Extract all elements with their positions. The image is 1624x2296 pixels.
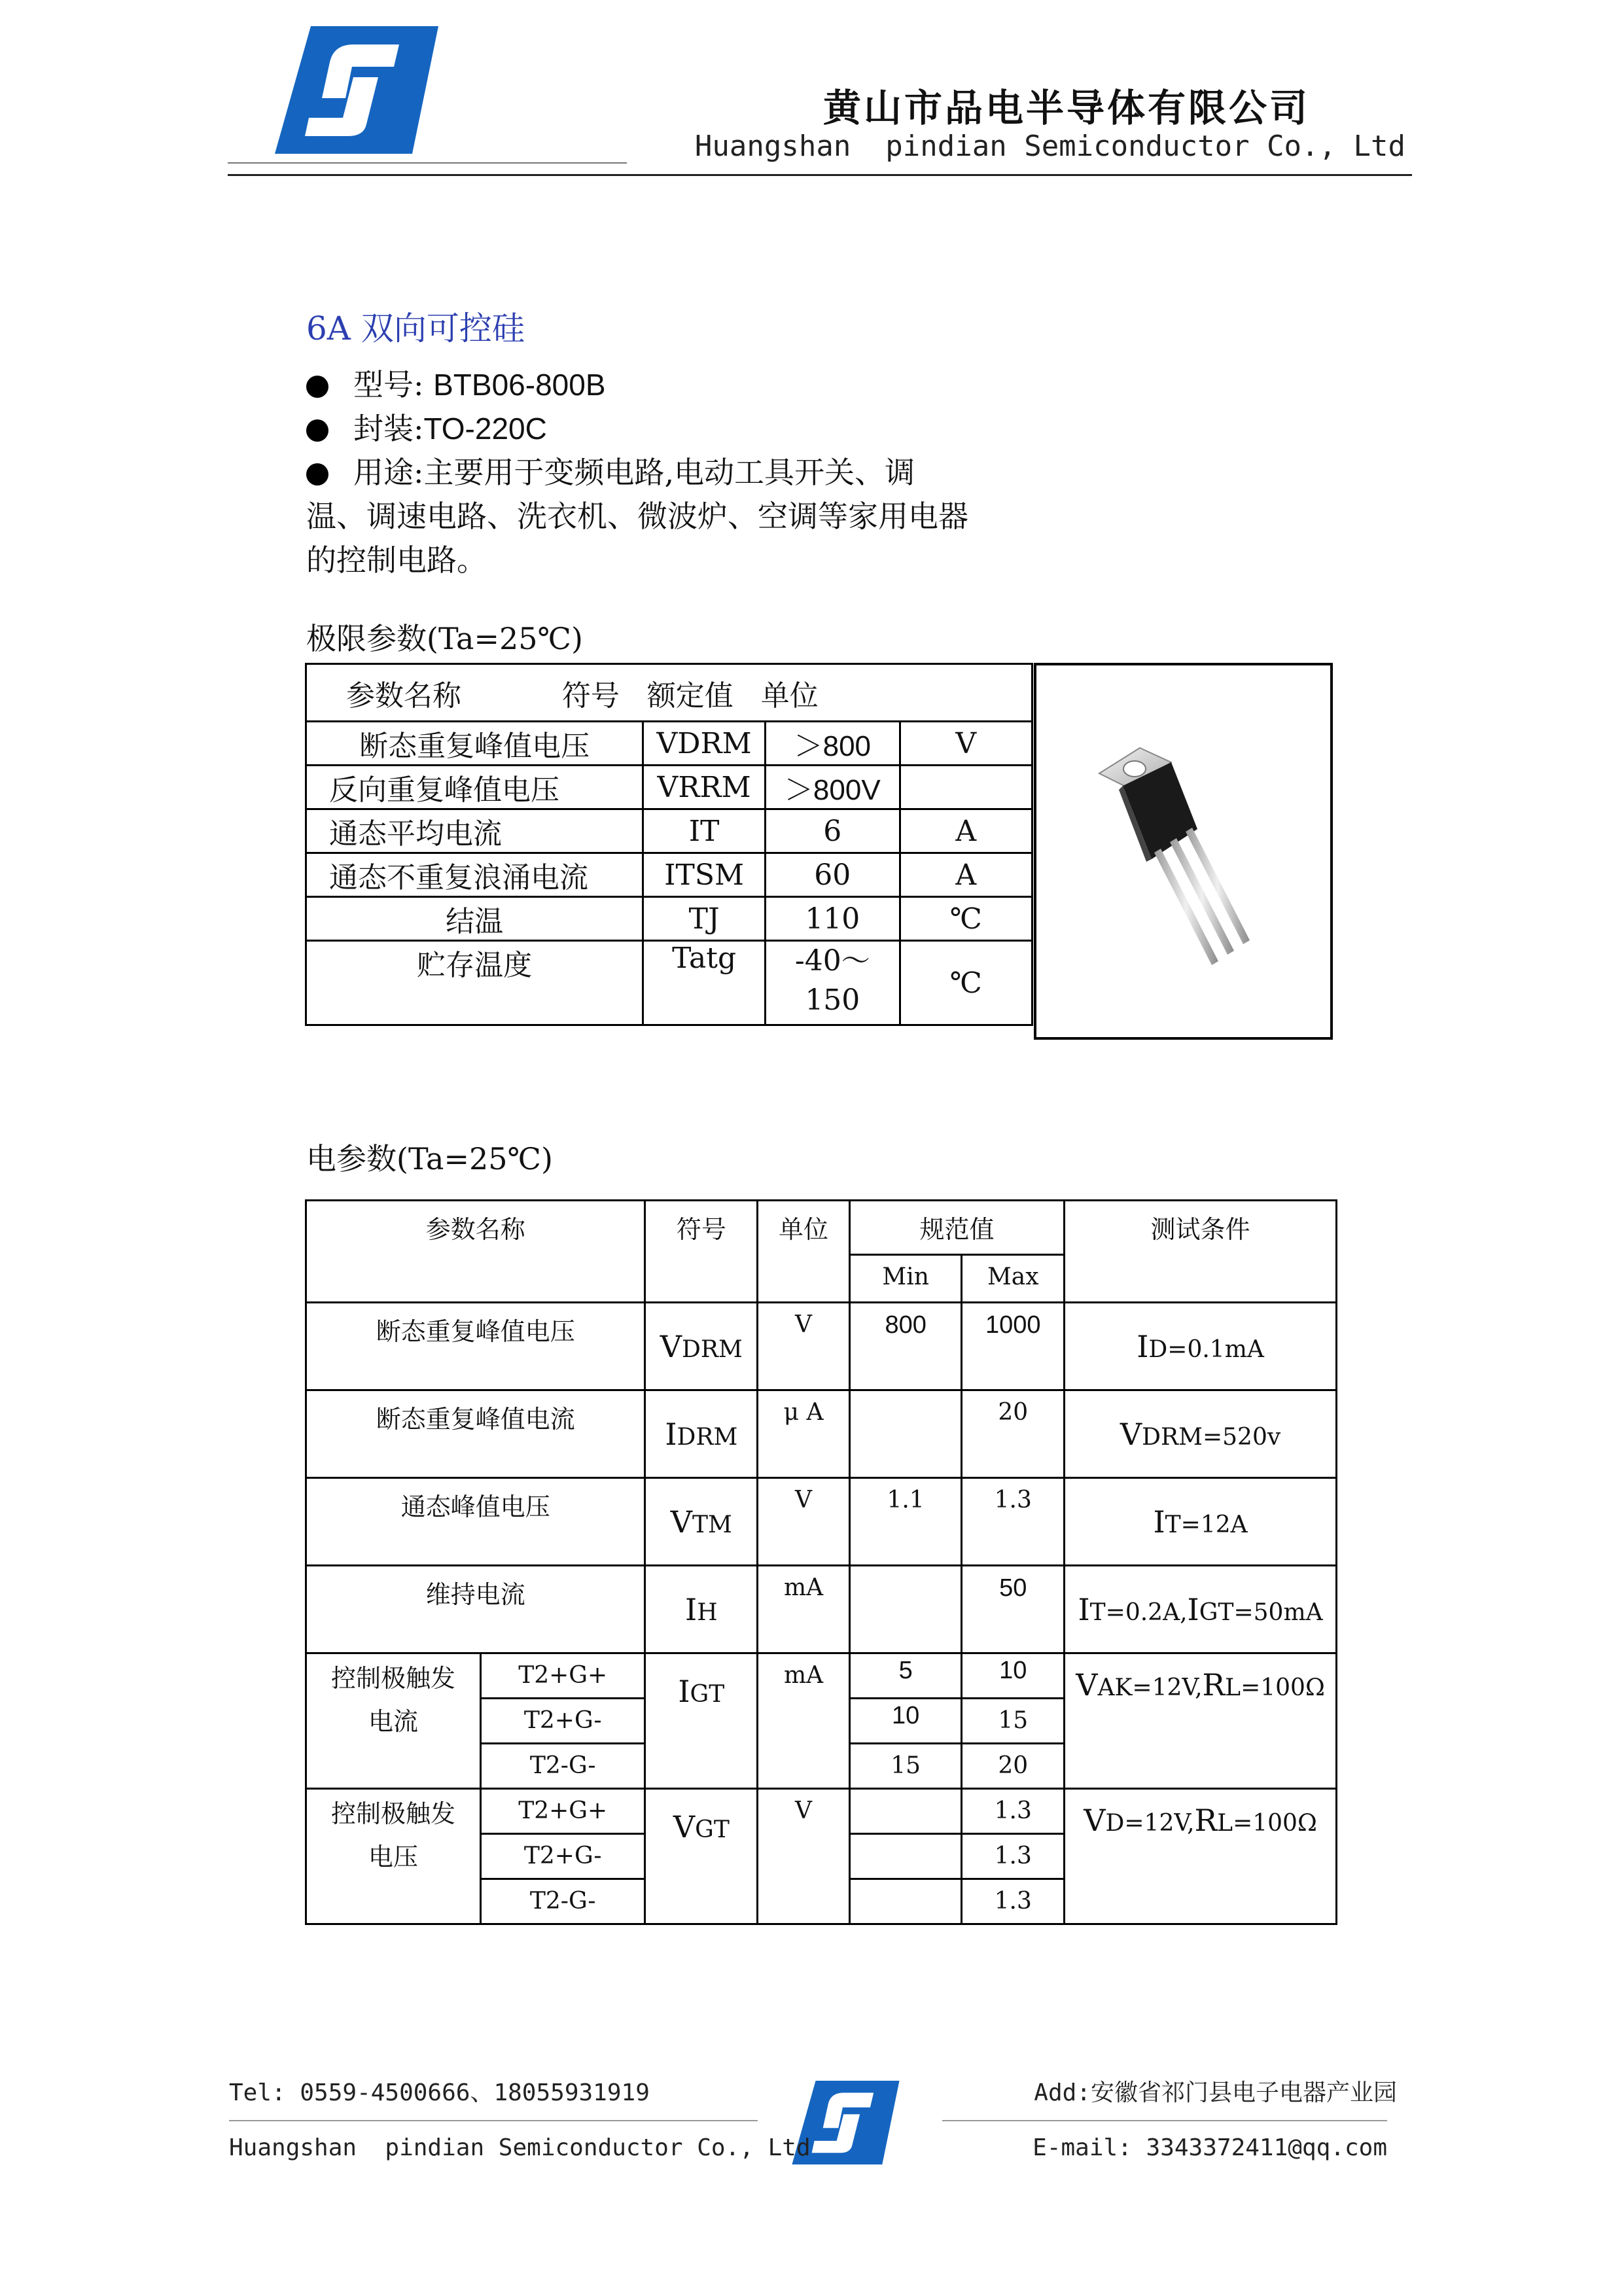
param-max: 1.3: [962, 1879, 1065, 1924]
limits-header-row: [306, 664, 1033, 722]
cond-sub: L=100Ω: [1225, 1674, 1325, 1701]
param-name: 反向重复峰值电压: [306, 766, 643, 809]
table-row: [306, 1653, 1337, 1699]
electrical-heading: 电参数(Ta=25℃): [306, 1141, 553, 1176]
product-summary: [306, 363, 1059, 582]
param-unit: V: [758, 1789, 850, 1924]
param-value: 6: [766, 809, 900, 853]
param-name-line-2: 电流: [368, 1707, 418, 1736]
usage-line-3: 的控制电路。: [306, 542, 487, 578]
quadrant: T2+G-: [480, 1834, 644, 1879]
param-name: 结温: [306, 897, 643, 941]
header-symbol: 符号: [645, 1201, 758, 1303]
header-param-name: 参数名称: [306, 1201, 645, 1303]
param-min: [849, 1879, 962, 1924]
param-unit: μ A: [758, 1390, 850, 1478]
param-name-line-1: 控制极触发: [330, 1799, 455, 1828]
package-value: TO-220C: [423, 412, 547, 446]
symbol-sub: GT: [695, 1816, 730, 1843]
table-row: [306, 766, 1033, 809]
usage-row: [306, 451, 1059, 495]
param-name: 断态重复峰值电压: [306, 722, 643, 766]
param-value: ＞800: [766, 722, 900, 766]
quadrant: T2+G+: [480, 1653, 644, 1699]
param-symbol: [645, 1390, 758, 1478]
param-symbol: [645, 1566, 758, 1653]
param-symbol: VRRM: [643, 766, 766, 809]
header-min: Min: [849, 1255, 962, 1303]
cond-main: I: [1187, 1591, 1199, 1627]
param-unit: ℃: [900, 941, 1032, 1025]
company-name-en: Huangshan pindian Semiconductor Co., Ltd: [694, 130, 1405, 163]
param-max: 50: [962, 1566, 1065, 1653]
symbol-main: I: [678, 1674, 690, 1709]
cond-main: I: [1078, 1591, 1090, 1627]
param-min: [849, 1789, 962, 1834]
bullet-icon: [306, 419, 328, 442]
test-condition: [1065, 1303, 1337, 1390]
table-row: [306, 1478, 1337, 1566]
param-name: 通态不重复浪涌电流: [306, 853, 643, 897]
package-row: [306, 407, 1059, 451]
param-name: 维持电流: [306, 1566, 645, 1653]
table-row: [306, 941, 1033, 1025]
symbol-main: V: [673, 1809, 696, 1845]
param-unit: A: [900, 853, 1032, 897]
param-value: 110: [766, 897, 900, 941]
quadrant: T2+G-: [480, 1699, 644, 1744]
param-symbol: [645, 1789, 758, 1924]
param-value: ＞800V: [766, 766, 900, 809]
limits-table: [305, 663, 1033, 1026]
usage-line-2: 温、调速电路、洗衣机、微波炉、空调等家用电器: [306, 499, 968, 534]
symbol-sub: DRM: [677, 1423, 738, 1451]
cond-sub: D=12V,: [1105, 1810, 1195, 1837]
param-min: 800: [849, 1303, 962, 1390]
model-row: [306, 363, 1059, 407]
table-row: [306, 1303, 1337, 1390]
param-min: 1.1: [849, 1478, 962, 1566]
param-name-line-1: 控制极触发: [330, 1664, 455, 1693]
electrical-table: [305, 1199, 1337, 1925]
limits-heading: 极限参数(Ta=25℃): [306, 621, 583, 656]
footer-company-en: Huangshan pindian Semiconductor Co., Ltd: [229, 2134, 811, 2161]
cond-main: I: [1137, 1328, 1149, 1364]
cond-sub: L=100Ω: [1217, 1810, 1317, 1837]
param-symbol: [645, 1303, 758, 1390]
param-name: 通态峰值电压: [306, 1478, 645, 1566]
model-label: 型号:: [353, 367, 424, 402]
param-max: 1.3: [962, 1834, 1065, 1879]
param-name: [306, 1789, 481, 1924]
param-value: 60: [766, 853, 900, 897]
test-condition: [1065, 1653, 1337, 1789]
to220-package-image: [1036, 665, 1330, 1037]
param-symbol: TJ: [643, 897, 766, 941]
symbol-main: I: [665, 1416, 677, 1452]
symbol-sub: TM: [692, 1511, 732, 1538]
symbol-sub: DRM: [682, 1335, 743, 1363]
header-test-condition: 测试条件: [1065, 1201, 1337, 1303]
table-row: [306, 853, 1033, 897]
param-max: 1.3: [962, 1478, 1065, 1566]
test-condition: [1065, 1789, 1337, 1924]
param-name-line-2: 电压: [368, 1843, 418, 1871]
limits-header-text: 参数名称 符号 额定值 单位: [306, 664, 1033, 722]
param-unit: mA: [758, 1566, 850, 1653]
param-symbol: [645, 1478, 758, 1566]
header-unit: 单位: [758, 1201, 850, 1303]
header-divider: [228, 174, 1412, 176]
param-name: 贮存温度: [306, 941, 643, 1025]
table-row: [306, 809, 1033, 853]
test-condition: [1065, 1478, 1337, 1566]
cond-sub: D=0.1mA: [1148, 1335, 1264, 1363]
param-symbol: Tatg: [643, 941, 766, 1025]
param-value-line-1: -40～: [794, 944, 870, 978]
param-value: [766, 941, 900, 1025]
company-logo: [275, 26, 438, 154]
param-min: 15: [849, 1744, 962, 1789]
symbol-sub: GT: [690, 1681, 725, 1708]
table-header-row: [306, 1201, 1337, 1255]
table-row: [306, 897, 1033, 941]
quadrant: T2-G-: [480, 1879, 644, 1924]
param-unit: V: [758, 1303, 850, 1390]
param-symbol: VDRM: [643, 722, 766, 766]
footer-email: E-mail: 3343372411@qq.com: [1033, 2134, 1387, 2161]
model-value: BTB06-800B: [433, 368, 606, 402]
cond-main: R: [1194, 1803, 1218, 1838]
symbol-main: I: [685, 1591, 697, 1627]
table-row: [306, 1566, 1337, 1653]
test-condition: [1065, 1566, 1337, 1653]
param-max: 20: [962, 1744, 1065, 1789]
cond-main: V: [1076, 1667, 1098, 1703]
table-row: [306, 1789, 1337, 1834]
cond-sub: T=12A: [1165, 1511, 1248, 1538]
footer-tel: Tel: 0559-4500666、18055931919: [229, 2079, 650, 2106]
quadrant: T2-G-: [480, 1744, 644, 1789]
symbol-main: V: [670, 1504, 693, 1540]
package-image-frame: [1034, 663, 1333, 1040]
param-name: 断态重复峰值电流: [306, 1390, 645, 1478]
param-symbol: [645, 1653, 758, 1789]
table-row: [306, 1390, 1337, 1478]
cond-main: R: [1202, 1667, 1226, 1703]
param-min: 10: [849, 1699, 962, 1744]
cond-sub: T=0.2A,: [1089, 1598, 1188, 1626]
cond-sub: AK=12V,: [1097, 1674, 1203, 1701]
header-divider-short: [228, 162, 627, 164]
param-unit: [900, 766, 1032, 809]
param-symbol: ITSM: [643, 853, 766, 897]
cond-main: I: [1153, 1504, 1165, 1540]
param-max: 1000: [962, 1303, 1065, 1390]
param-unit: V: [900, 722, 1032, 766]
footer-divider-right: [942, 2120, 1387, 2121]
param-name: 断态重复峰值电压: [306, 1303, 645, 1390]
table-row: [306, 722, 1033, 766]
param-max: 10: [962, 1653, 1065, 1699]
cond-main: V: [1120, 1416, 1142, 1452]
param-unit: V: [758, 1478, 850, 1566]
symbol-sub: H: [697, 1598, 718, 1626]
param-unit: A: [900, 809, 1032, 853]
param-min: [849, 1566, 962, 1653]
cond-sub: DRM=520v: [1142, 1423, 1281, 1451]
symbol-main: V: [660, 1328, 682, 1364]
usage-line-1: 用途:主要用于变频电路,电动工具开关、调: [353, 455, 915, 490]
param-name: [306, 1653, 481, 1789]
package-label: 封装:: [353, 411, 424, 446]
header-max: Max: [962, 1255, 1065, 1303]
cond-main: V: [1084, 1803, 1106, 1838]
param-name: 通态平均电流: [306, 809, 643, 853]
footer-address: Add:安徽省祁门县电子电器产业园: [1034, 2079, 1397, 2106]
company-name-cn: 黄山市品电半导体有限公司: [822, 86, 1310, 130]
param-unit: mA: [758, 1653, 850, 1789]
bullet-icon: [306, 376, 328, 398]
footer-divider-left: [229, 2120, 758, 2121]
param-max: 15: [962, 1699, 1065, 1744]
bullet-icon: [306, 463, 328, 486]
cond-sub: GT=50mA: [1199, 1598, 1323, 1626]
param-max: 1.3: [962, 1789, 1065, 1834]
param-min: [849, 1834, 962, 1879]
param-min: 5: [849, 1653, 962, 1699]
quadrant: T2+G+: [480, 1789, 644, 1834]
param-max: 20: [962, 1390, 1065, 1478]
header-spec: 规范值: [849, 1201, 1064, 1255]
param-value-line-2: 150: [805, 983, 860, 1017]
page-title: 6A 双向可控硅: [306, 309, 525, 347]
test-condition: [1065, 1390, 1337, 1478]
param-unit: ℃: [900, 897, 1032, 941]
param-min: [849, 1390, 962, 1478]
param-symbol: IT: [643, 809, 766, 853]
